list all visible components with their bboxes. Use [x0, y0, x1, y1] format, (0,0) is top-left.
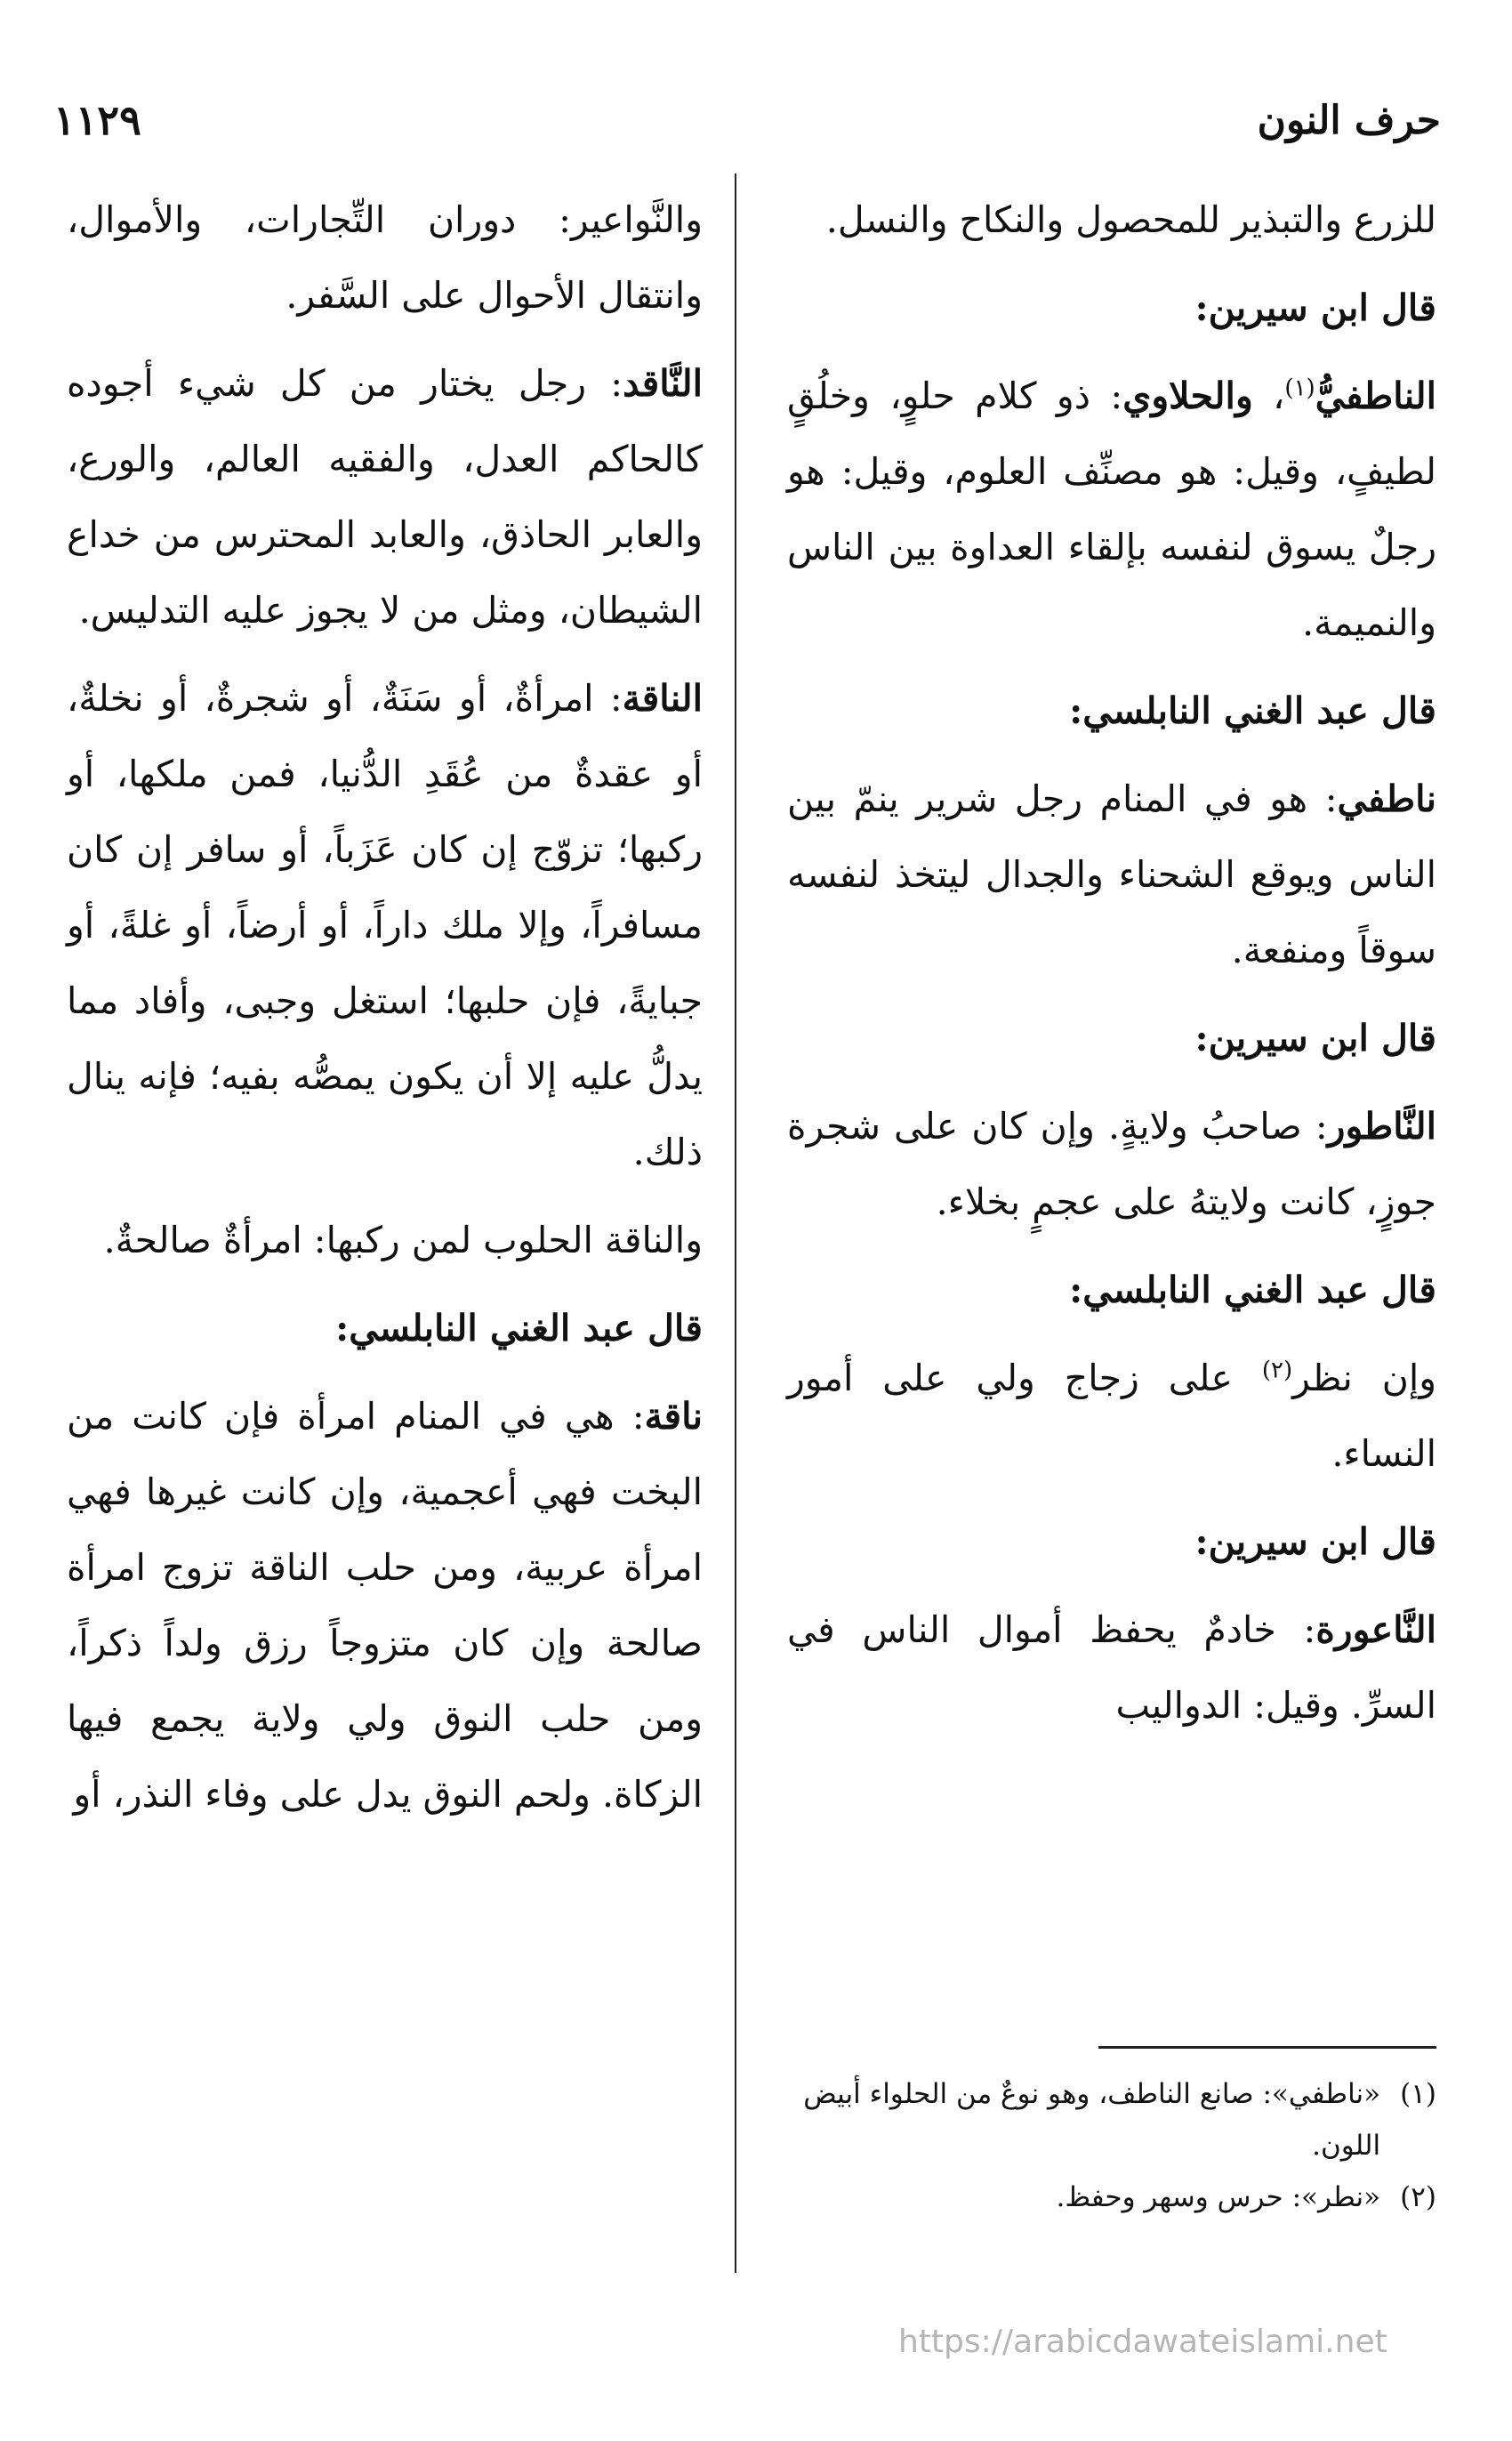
page-number: ١١٢٩ [53, 96, 141, 144]
entry-term: ناطفي [1337, 777, 1436, 820]
left-column [67, 182, 703, 1845]
footnote [787, 2068, 1436, 2171]
entry-naqa-nabulsi [67, 1379, 703, 1833]
footnote-ref: (٢) [1261, 1357, 1293, 1384]
section-heading: قال ابن سيرين: [1194, 1017, 1436, 1059]
entry-text: : امرأةٌ، أو سَنَةٌ، أو شجرةٌ، أو نخلةٌ، أو عقدةٌ من عُقَدِ الدُّنيا، فمن ملكها، أو ركبها؛ تزوّج إن كان عَزَباً، أو سافر إن كان مسافراً، وإلا ملك داراً، أو أرضاً، أو غلةً، أو جبايةً، فإن حلبها؛ استغل وجبى، وأفاد مما يدلُّ عليه إلا أن يكون يمصُّه بفيه؛ فإنه ينال ذلك. [67, 677, 703, 1173]
paragraph: للزرع والتبذير للمحصول والنكاح والنسل. [825, 198, 1436, 241]
entry-natifi-nabulsi [787, 761, 1436, 988]
entry-nazar [787, 1341, 1436, 1492]
page-header [53, 85, 1441, 156]
entry-text: وإن نظر [1292, 1357, 1437, 1399]
entry-term: ناقة [644, 1395, 703, 1438]
entry-text: : ذو كلام حلوٍ، وخلُقٍ لطيفٍ، وقيل: هو مصنِّف العلوم، وقيل: هو رجلٌ يسوق لنفسه بإلقاء العداوة بين الناس والنميمة. [787, 375, 1436, 644]
footnote-text: «ناطفي»: صانع الناطف، وهو نوعٌ من الحلواء أبيض اللون. [803, 2078, 1381, 2162]
section-heading: قال عبد الغني النابلسي: [335, 1307, 703, 1349]
entry-naqa [67, 661, 703, 1190]
footnote-text: «نطر»: حرس وسهر وحفظ. [1056, 2181, 1381, 2213]
section-heading: قال ابن سيرين: [1194, 286, 1436, 329]
entry-natifi [787, 358, 1436, 661]
footnote-separator [1098, 2046, 1436, 2049]
section-heading: قال عبد الغني النابلسي: [1069, 1269, 1436, 1311]
watermark-url: https://arabicdawateislami.net [898, 2324, 1387, 2360]
paragraph: والناقة الحلوب لمن ركبها: امرأةٌ صالحةٌ. [103, 1219, 703, 1261]
entry-text: : صاحبُ ولايةٍ. وإن كان على شجرة جوزٍ، كانت ولايتهُ على عجمٍ بخلاء. [787, 1105, 1436, 1223]
entry-term: النَّاقد [623, 362, 703, 405]
separator: ، [1252, 375, 1285, 417]
entry-term: والحلاوي [1122, 375, 1253, 417]
footnote-number: (٢) [1400, 2181, 1436, 2213]
entry-term: الناطفيُّ [1315, 375, 1436, 417]
entry-naqid [67, 346, 703, 649]
entry-text: على زجاج ولي على أمور النساء. [787, 1357, 1436, 1475]
column-divider [735, 173, 736, 2273]
paragraph: والنَّواعير: دوران التِّجارات، والأموال، وانتقال الأحوال على السَّفر. [67, 198, 703, 317]
entry-text: : خادمٌ يحفظ أموال الناس في السرِّ. وقيل: الدواليب [787, 1608, 1436, 1727]
entry-text: : رجل يختار من كل شيء أجوده كالحاكم العدل، والفقيه العالم، والورع، والعابر الحاذق، والعابد المحترس من خداع الشيطان، ومثل من لا يجوز عليه التدليس. [67, 362, 703, 632]
entry-text: : هو في المنام رجل شرير ينمّ بين الناس ويوقع الشحناء والجدال ليتخذ لنفسه سوقاً ومنفعة. [787, 777, 1436, 971]
entry-text: : هي في المنام امرأة فإن كانت من البخت فهي أعجمية، وإن كانت غيرها فهي امرأة عربية، ومن حلب الناقة تزوج امرأة صالحة وإن كان متزوجاً رزق ولداً ذكراً، ومن حلب النوق ولي ولاية يجمع فيها الزكاة. ولحم النوق يدل على وفاء النذر، أو [67, 1395, 703, 1816]
entry-naoura [787, 1592, 1436, 1744]
entry-term: الناقة [622, 677, 703, 720]
section-heading: قال ابن سيرين: [1194, 1520, 1436, 1563]
entry-natur [787, 1089, 1436, 1240]
entry-term: النَّاطور [1327, 1105, 1436, 1148]
footnote-number: (١) [1400, 2078, 1436, 2110]
right-column [787, 182, 1436, 1756]
entry-term: النَّاعورة [1315, 1608, 1436, 1651]
chapter-title: حرف النون [1257, 97, 1441, 143]
footnote [787, 2171, 1436, 2223]
footnotes [787, 2068, 1436, 2223]
section-heading: قال عبد الغني النابلسي: [1069, 689, 1436, 732]
footnote-ref: (١) [1284, 375, 1315, 402]
